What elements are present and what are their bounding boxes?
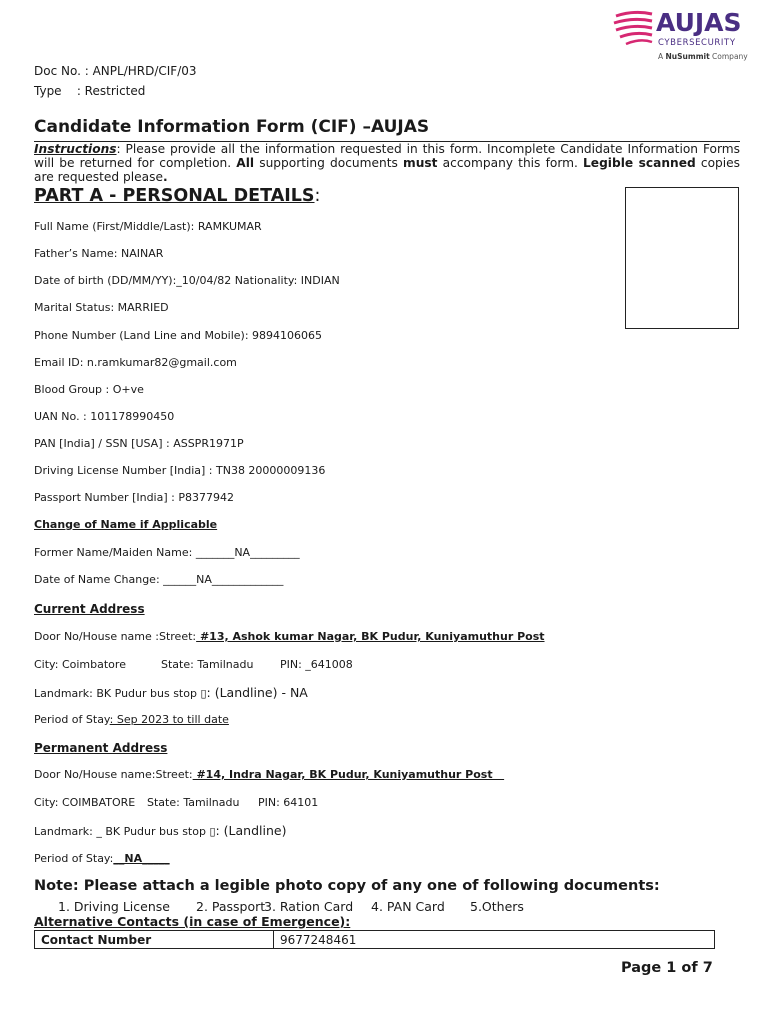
page-title: Candidate Information Form (CIF) –AUJAS [34, 117, 430, 137]
marital-status-field: Marital Status: MARRIED [34, 301, 169, 314]
full-name-field: Full Name (First/Middle/Last): RAMKUMAR [34, 220, 262, 233]
doc-type: Type : Restricted [34, 84, 146, 98]
name-change-heading: Change of Name if Applicable [34, 518, 218, 531]
permanent-address-heading: Permanent Address [34, 741, 168, 755]
part-a-heading: PART A - PERSONAL DETAILS: [34, 186, 321, 206]
current-address-heading: Current Address [34, 602, 145, 616]
pan-field: PAN [India] / SSN [USA] : ASSPR1971P [34, 437, 244, 450]
doc-option: 4. PAN Card [371, 899, 445, 914]
email-field: Email ID: n.ramkumar82@gmail.com [34, 356, 237, 369]
photo-box [625, 187, 739, 329]
current-door-field: Door No/House name :Street: #13, Ashok kumar Nagar, BK Pudur, Kuniyamuthur Post [34, 630, 545, 643]
father-name-field: Father’s Name: NAINAR [34, 247, 164, 260]
phone-field: Phone Number (Land Line and Mobile): 9894106065 [34, 329, 323, 342]
permanent-door-field: Door No/House name:Street: #14, Indra Nagar, BK Pudur, Kuniyamuthur Post [34, 768, 505, 781]
doc-option: 2. Passport [196, 899, 266, 914]
current-landmark-field: Landmark: BK Pudur bus stop ▯: (Landline) - NA [34, 685, 308, 700]
name-change-date-field: Date of Name Change: ______NA_____________ [34, 573, 284, 586]
alt-contacts-table [34, 930, 715, 949]
logo-wordmark: AUJAS [656, 8, 742, 37]
permanent-city-field: City: COIMBATORE [34, 796, 136, 809]
permanent-period-field: Period of Stay:__NA_____ [34, 852, 170, 865]
blood-group-field: Blood Group : O+ve [34, 383, 144, 396]
doc-option: 5.Others [470, 899, 524, 914]
passport-field: Passport Number [India] : P8377942 [34, 491, 234, 504]
contact-number-label: Contact Number [35, 931, 274, 949]
uan-field: UAN No. : 101178990450 [34, 410, 175, 423]
current-city-field: City: Coimbatore [34, 658, 126, 671]
alt-contacts-heading: Alternative Contacts (in case of Emergence): [34, 914, 351, 929]
current-period-field: Period of Stay: Sep 2023 to till date [34, 713, 229, 726]
dob-field: Date of birth (DD/MM/YY):_10/04/82 Nationality: INDIAN [34, 274, 340, 287]
permanent-landmark-field: Landmark: _ BK Pudur bus stop ▯: (Landline) [34, 823, 287, 838]
driving-license-field: Driving License Number [India] : TN38 20000009136 [34, 464, 326, 477]
current-pin-field: PIN: _641008 [280, 658, 353, 671]
table-row [35, 931, 715, 949]
documents-note: Note: Please attach a legible photo copy of any one of following documents: [34, 878, 660, 894]
page-indicator: Page 1 of 7 [621, 960, 713, 976]
permanent-pin-field: PIN: 64101 [258, 796, 319, 809]
logo-tagline: A NuSummit Company [658, 52, 748, 61]
company-logo [612, 8, 752, 68]
aujas-swoosh-icon [612, 8, 656, 50]
doc-option: 3. Ration Card [264, 899, 354, 914]
former-name-field: Former Name/Maiden Name: _______NA_________ [34, 546, 300, 559]
doc-number: Doc No. : ANPL/HRD/CIF/03 [34, 64, 197, 78]
instructions: Instructions: Please provide all the information requested in this form. Incomplete Candidate Information Forms will be returned for completion. All supporting documents must accompany this form. Legible scanned copies are requested please. [34, 142, 741, 184]
current-state-field: State: Tamilnadu [161, 658, 254, 671]
contact-number-value: 9677248461 [274, 931, 715, 949]
permanent-state-field: State: Tamilnadu [147, 796, 240, 809]
doc-option: 1. Driving License [58, 899, 170, 914]
logo-subtitle: CYBERSECURITY [658, 38, 736, 48]
